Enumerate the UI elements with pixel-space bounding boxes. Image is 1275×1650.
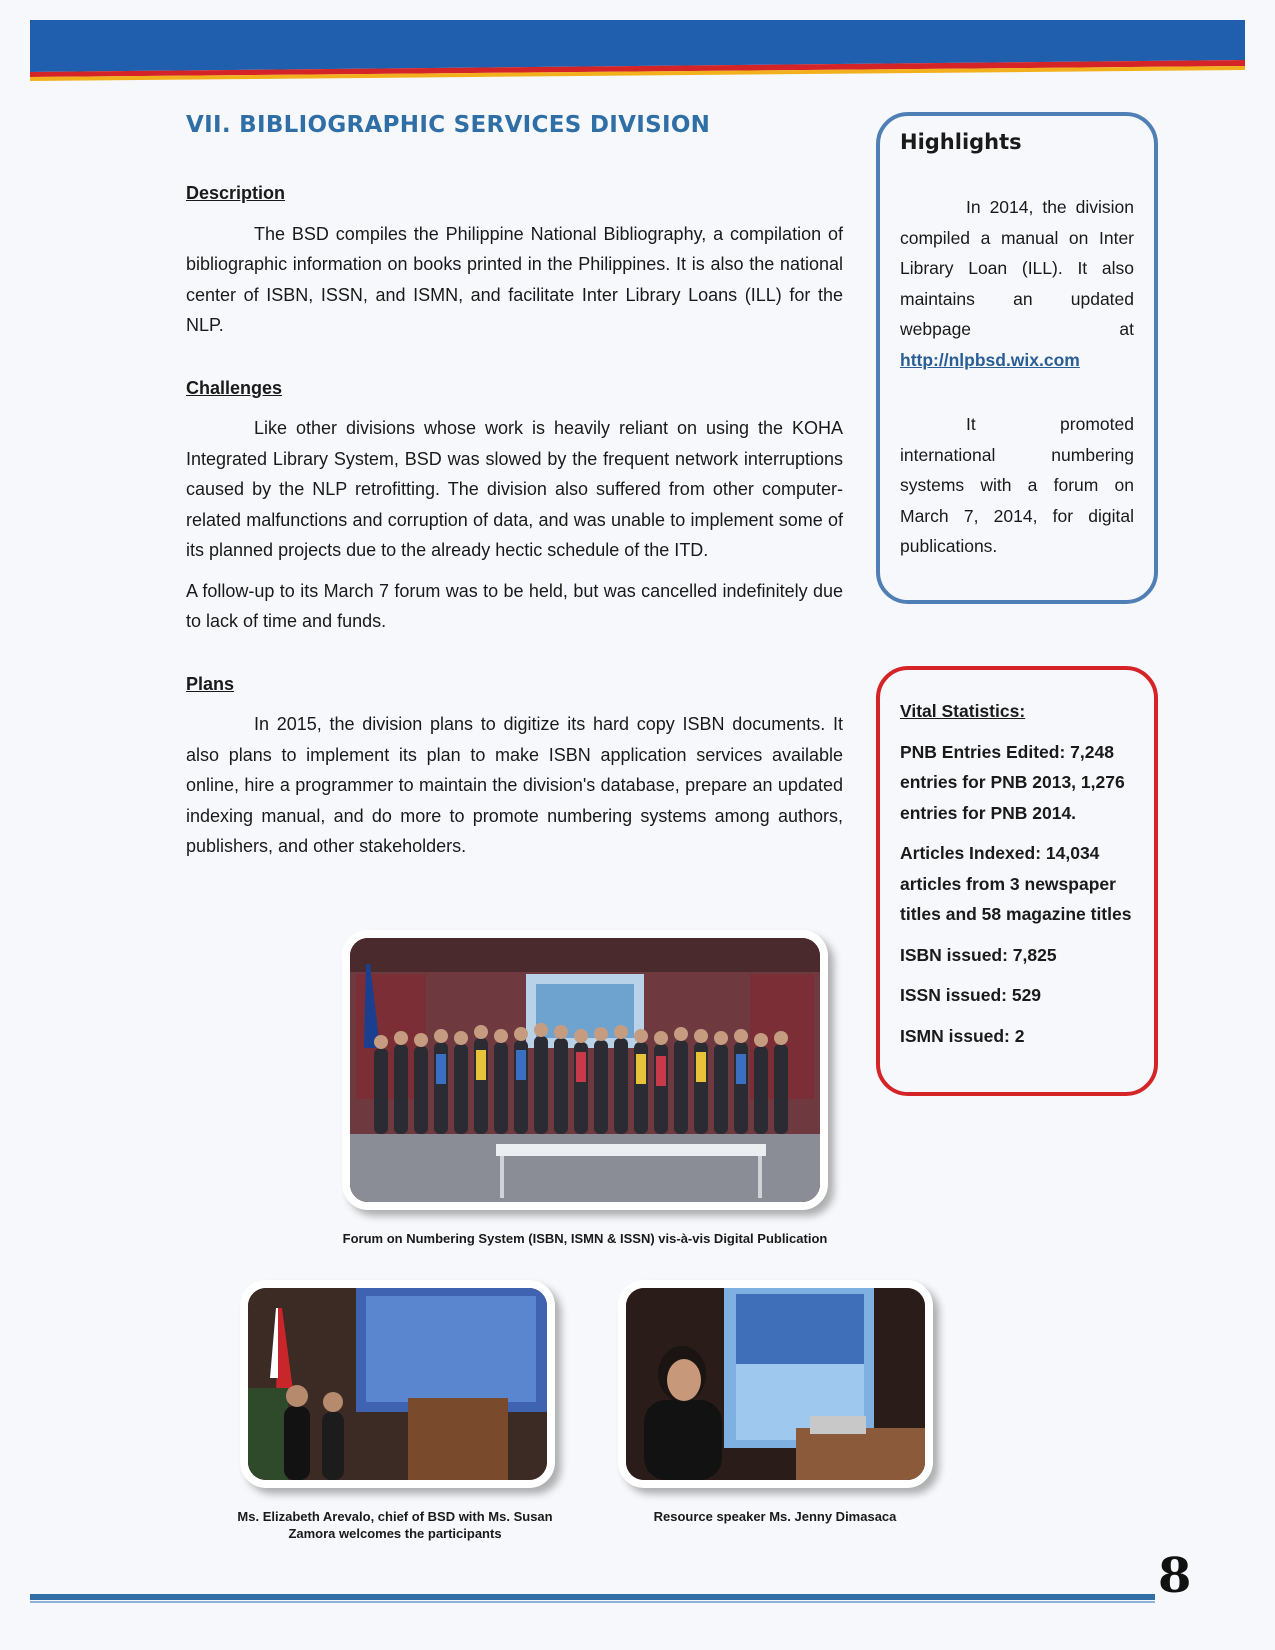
stat-ismn-issued: ISMN issued: 2 <box>900 1025 1025 1046</box>
welcome-photo <box>240 1280 555 1488</box>
speaker-photo-caption: Resource speaker Ms. Jenny Dimasaca <box>653 1509 897 1524</box>
stat-articles-indexed: Articles Indexed: 14,034 articles from 3 newspaper titles and 58 magazine titles <box>900 843 1132 924</box>
challenges-followup-text: A follow-up to its March 7 forum was to be held, but was cancelled indefinitely due to lack of time and funds. <box>186 580 843 631</box>
challenges-heading: Challenges <box>186 377 283 398</box>
section-title: VII. BIBLIOGRAPHIC SERVICES DIVISION <box>186 112 711 138</box>
description-text: The BSD compiles the Philippine National Bibliography, a compilation of bibliographic information on books printed in the Philippines. It is also the national center of ISBN, ISSN, and ISMN, and facilitate Inter Library Loans (ILL) for the NLP. <box>186 223 843 335</box>
description-heading: Description <box>186 183 286 203</box>
speaker-photo <box>618 1280 933 1488</box>
main-column <box>186 178 843 894</box>
stat-issn-issued: ISSN issued: 529 <box>900 985 1042 1005</box>
vital-statistics-box <box>876 666 1158 1096</box>
highlights-text-1 <box>900 192 1134 375</box>
challenges-text: Like other divisions whose work is heavily reliant on using the KOHA Integrated Library System, BSD was slowed by the frequent network interruptions caused by the NLP retrofitting. The division also suffered from other computer-related malfunctions and corruption of data, and was unable to implement some of its planned projects due to the already hectic schedule of the ITD. <box>186 418 843 560</box>
plans-section <box>186 669 843 862</box>
highlights-heading: Highlights <box>900 130 1022 154</box>
highlights-text-2: It promoted international numbering systems with a forum on March 7, 2014, for digital publications. <box>900 414 1134 556</box>
vital-statistics-heading: Vital Statistics: <box>900 701 1026 721</box>
highlights-box <box>876 112 1158 604</box>
page-number: 8 <box>1158 1548 1192 1604</box>
header-banner <box>30 20 1245 82</box>
forum-group-photo <box>342 930 828 1210</box>
stat-pnb-entries: PNB Entries Edited: 7,248 entries for PNB 2013, 1,276 entries for PNB 2014. <box>900 741 1125 823</box>
welcome-photo-caption: Ms. Elizabeth Arevalo, chief of BSD with Ms. Susan Zamora welcomes the participants <box>237 1509 553 1541</box>
website-link[interactable]: http://nlpbsd.wix.com <box>900 349 1080 370</box>
description-section <box>186 178 843 341</box>
footer-line <box>30 1594 1155 1600</box>
highlights-text-1-body: In 2014, the division compiled a manual on Inter Library Loan (ILL). It also maintains an updated webpage at <box>900 197 1134 339</box>
stat-isbn-issued: ISBN issued: 7,825 <box>900 944 1057 965</box>
footer-line-accent <box>30 1601 1155 1603</box>
plans-heading: Plans <box>186 673 235 694</box>
challenges-section <box>186 373 843 637</box>
plans-text: In 2015, the division plans to digitize its hard copy ISBN documents. It also plans to implement its plan to make ISBN application services available online, hire a programmer to maintain the division's database, prepare an updated indexing manual, and do more to promote numbering systems among authors, publishers, and other stakeholders. <box>186 714 843 856</box>
forum-photo-caption: Forum on Numbering System (ISBN, ISMN & ISSN) vis-à-vis Digital Publication <box>342 1231 828 1246</box>
